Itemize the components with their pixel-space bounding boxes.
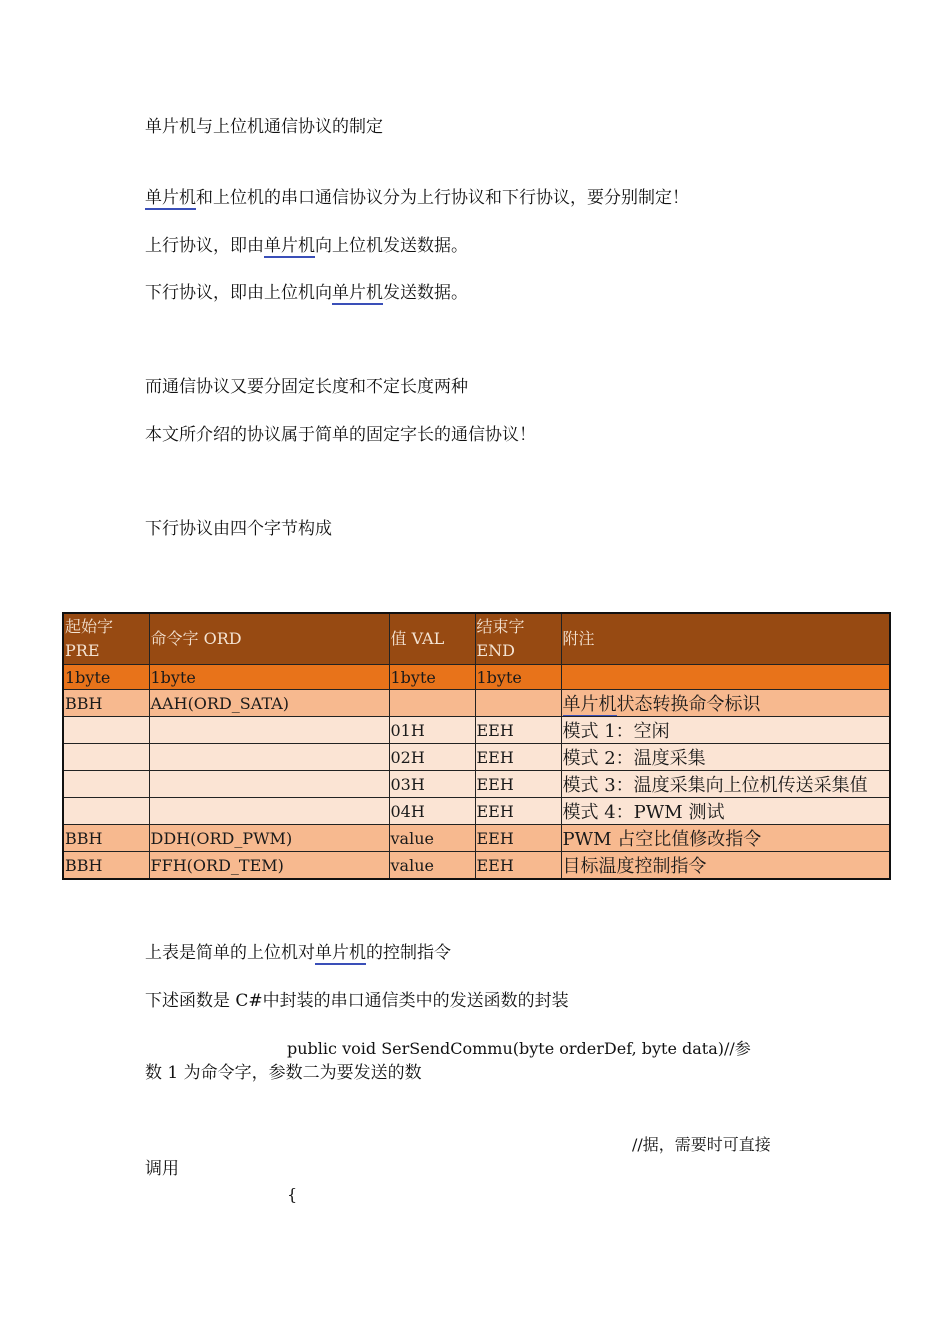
paragraph-length: 而通信协议又要分固定长度和不定长度两种 xyxy=(145,377,468,397)
paragraph-uplink xyxy=(145,235,468,257)
paragraph-text: 上行协议，即由 xyxy=(145,236,264,256)
code-line-signature-cont: 数 1 为命令字，参数二为要发送的数 xyxy=(145,1063,422,1083)
protocol-table xyxy=(62,612,891,880)
table-cell-note: 模式 1：空闲 xyxy=(561,717,890,744)
table-cell: 1byte xyxy=(149,665,389,690)
table-cell: EEH xyxy=(475,852,561,880)
link-mcu[interactable]: 单片机 xyxy=(562,694,617,715)
paragraph-text: 和上位机的串口通信协议分为上行协议和下行协议，要分别制定！ xyxy=(196,188,689,208)
table-cell xyxy=(475,690,561,717)
table-cell xyxy=(149,798,389,825)
table-cell-note: 模式 4：PWM 测试 xyxy=(561,798,890,825)
paragraph-intro xyxy=(145,187,689,209)
paragraph-text: 的控制指令 xyxy=(366,943,451,963)
table-cell-note: 单片机状态转换命令标识 xyxy=(561,690,890,717)
table-cell: AAH(ORD_SATA) xyxy=(149,690,389,717)
table-cell: 1byte xyxy=(475,665,561,690)
code-line-brace: { xyxy=(287,1185,298,1204)
paragraph-four-bytes: 下行协议由四个字节构成 xyxy=(145,519,332,539)
table-cell: EEH xyxy=(475,717,561,744)
paragraph-fixed: 本文所介绍的协议属于简单的固定字长的通信协议！ xyxy=(145,425,536,445)
table-row xyxy=(63,771,890,798)
table-cell xyxy=(389,690,475,717)
link-mcu[interactable]: 单片机 xyxy=(264,236,315,256)
table-cell: 03H xyxy=(389,771,475,798)
code-line-comment: //据，需要时可直接 xyxy=(632,1135,771,1154)
table-cell: value xyxy=(389,852,475,880)
table-cell-note: 模式 2：温度采集 xyxy=(561,744,890,771)
table-row xyxy=(63,798,890,825)
table-cell: 02H xyxy=(389,744,475,771)
table-cell: DDH(ORD_PWM) xyxy=(149,825,389,852)
paragraph-text: 下行协议，即由上位机向 xyxy=(145,283,332,303)
table-cell-note: 模式 3：温度采集向上位机传送采集值 xyxy=(561,771,890,798)
header-pre: 起始字 PRE xyxy=(63,613,149,665)
table-cell: BBH xyxy=(63,825,149,852)
table-row xyxy=(63,852,890,880)
table-cell: 1byte xyxy=(389,665,475,690)
paragraph-downlink xyxy=(145,282,468,304)
table-cell: 01H xyxy=(389,717,475,744)
table-cell-note: PWM 占空比值修改指令 xyxy=(561,825,890,852)
table-cell xyxy=(149,771,389,798)
table-cell xyxy=(63,771,149,798)
page-title: 单片机与上位机通信协议的制定 xyxy=(145,117,383,137)
header-note: 附注 xyxy=(561,613,890,665)
table-cell: FFH(ORD_TEM) xyxy=(149,852,389,880)
paragraph-text: 发送数据。 xyxy=(383,283,468,303)
table-cell: BBH xyxy=(63,690,149,717)
table-cell: EEH xyxy=(475,744,561,771)
paragraph-function-intro: 下述函数是 C#中封装的串口通信类中的发送函数的封装 xyxy=(145,991,569,1011)
table-row xyxy=(63,744,890,771)
table-cell: BBH xyxy=(63,852,149,880)
table-header-row xyxy=(63,613,890,665)
code-line-signature: public void SerSendCommu(byte orderDef, byte data)//参 xyxy=(287,1039,751,1058)
table-row xyxy=(63,825,890,852)
link-mcu[interactable]: 单片机 xyxy=(315,943,366,963)
table-cell: EEH xyxy=(475,798,561,825)
code-line-comment-cont: 调用 xyxy=(145,1159,179,1179)
table-cell xyxy=(561,665,890,690)
header-ord: 命令字 ORD xyxy=(149,613,389,665)
table-cell: EEH xyxy=(475,771,561,798)
table-cell: 04H xyxy=(389,798,475,825)
header-end: 结束字 END xyxy=(475,613,561,665)
table-cell-note: 目标温度控制指令 xyxy=(561,852,890,880)
paragraph-text: 向上位机发送数据。 xyxy=(315,236,468,256)
table-cell: 1byte xyxy=(63,665,149,690)
table-cell: EEH xyxy=(475,825,561,852)
table-cell xyxy=(63,798,149,825)
paragraph-table-caption xyxy=(145,942,451,964)
link-mcu[interactable]: 单片机 xyxy=(332,283,383,303)
table-row xyxy=(63,690,890,717)
table-cell xyxy=(63,744,149,771)
table-cell xyxy=(63,717,149,744)
header-val: 值 VAL xyxy=(389,613,475,665)
table-row xyxy=(63,717,890,744)
table-cell: value xyxy=(389,825,475,852)
table-cell xyxy=(149,744,389,771)
link-mcu[interactable]: 单片机 xyxy=(145,188,196,208)
table-cell xyxy=(149,717,389,744)
table-size-row xyxy=(63,665,890,690)
paragraph-text: 上表是简单的上位机对 xyxy=(145,943,315,963)
